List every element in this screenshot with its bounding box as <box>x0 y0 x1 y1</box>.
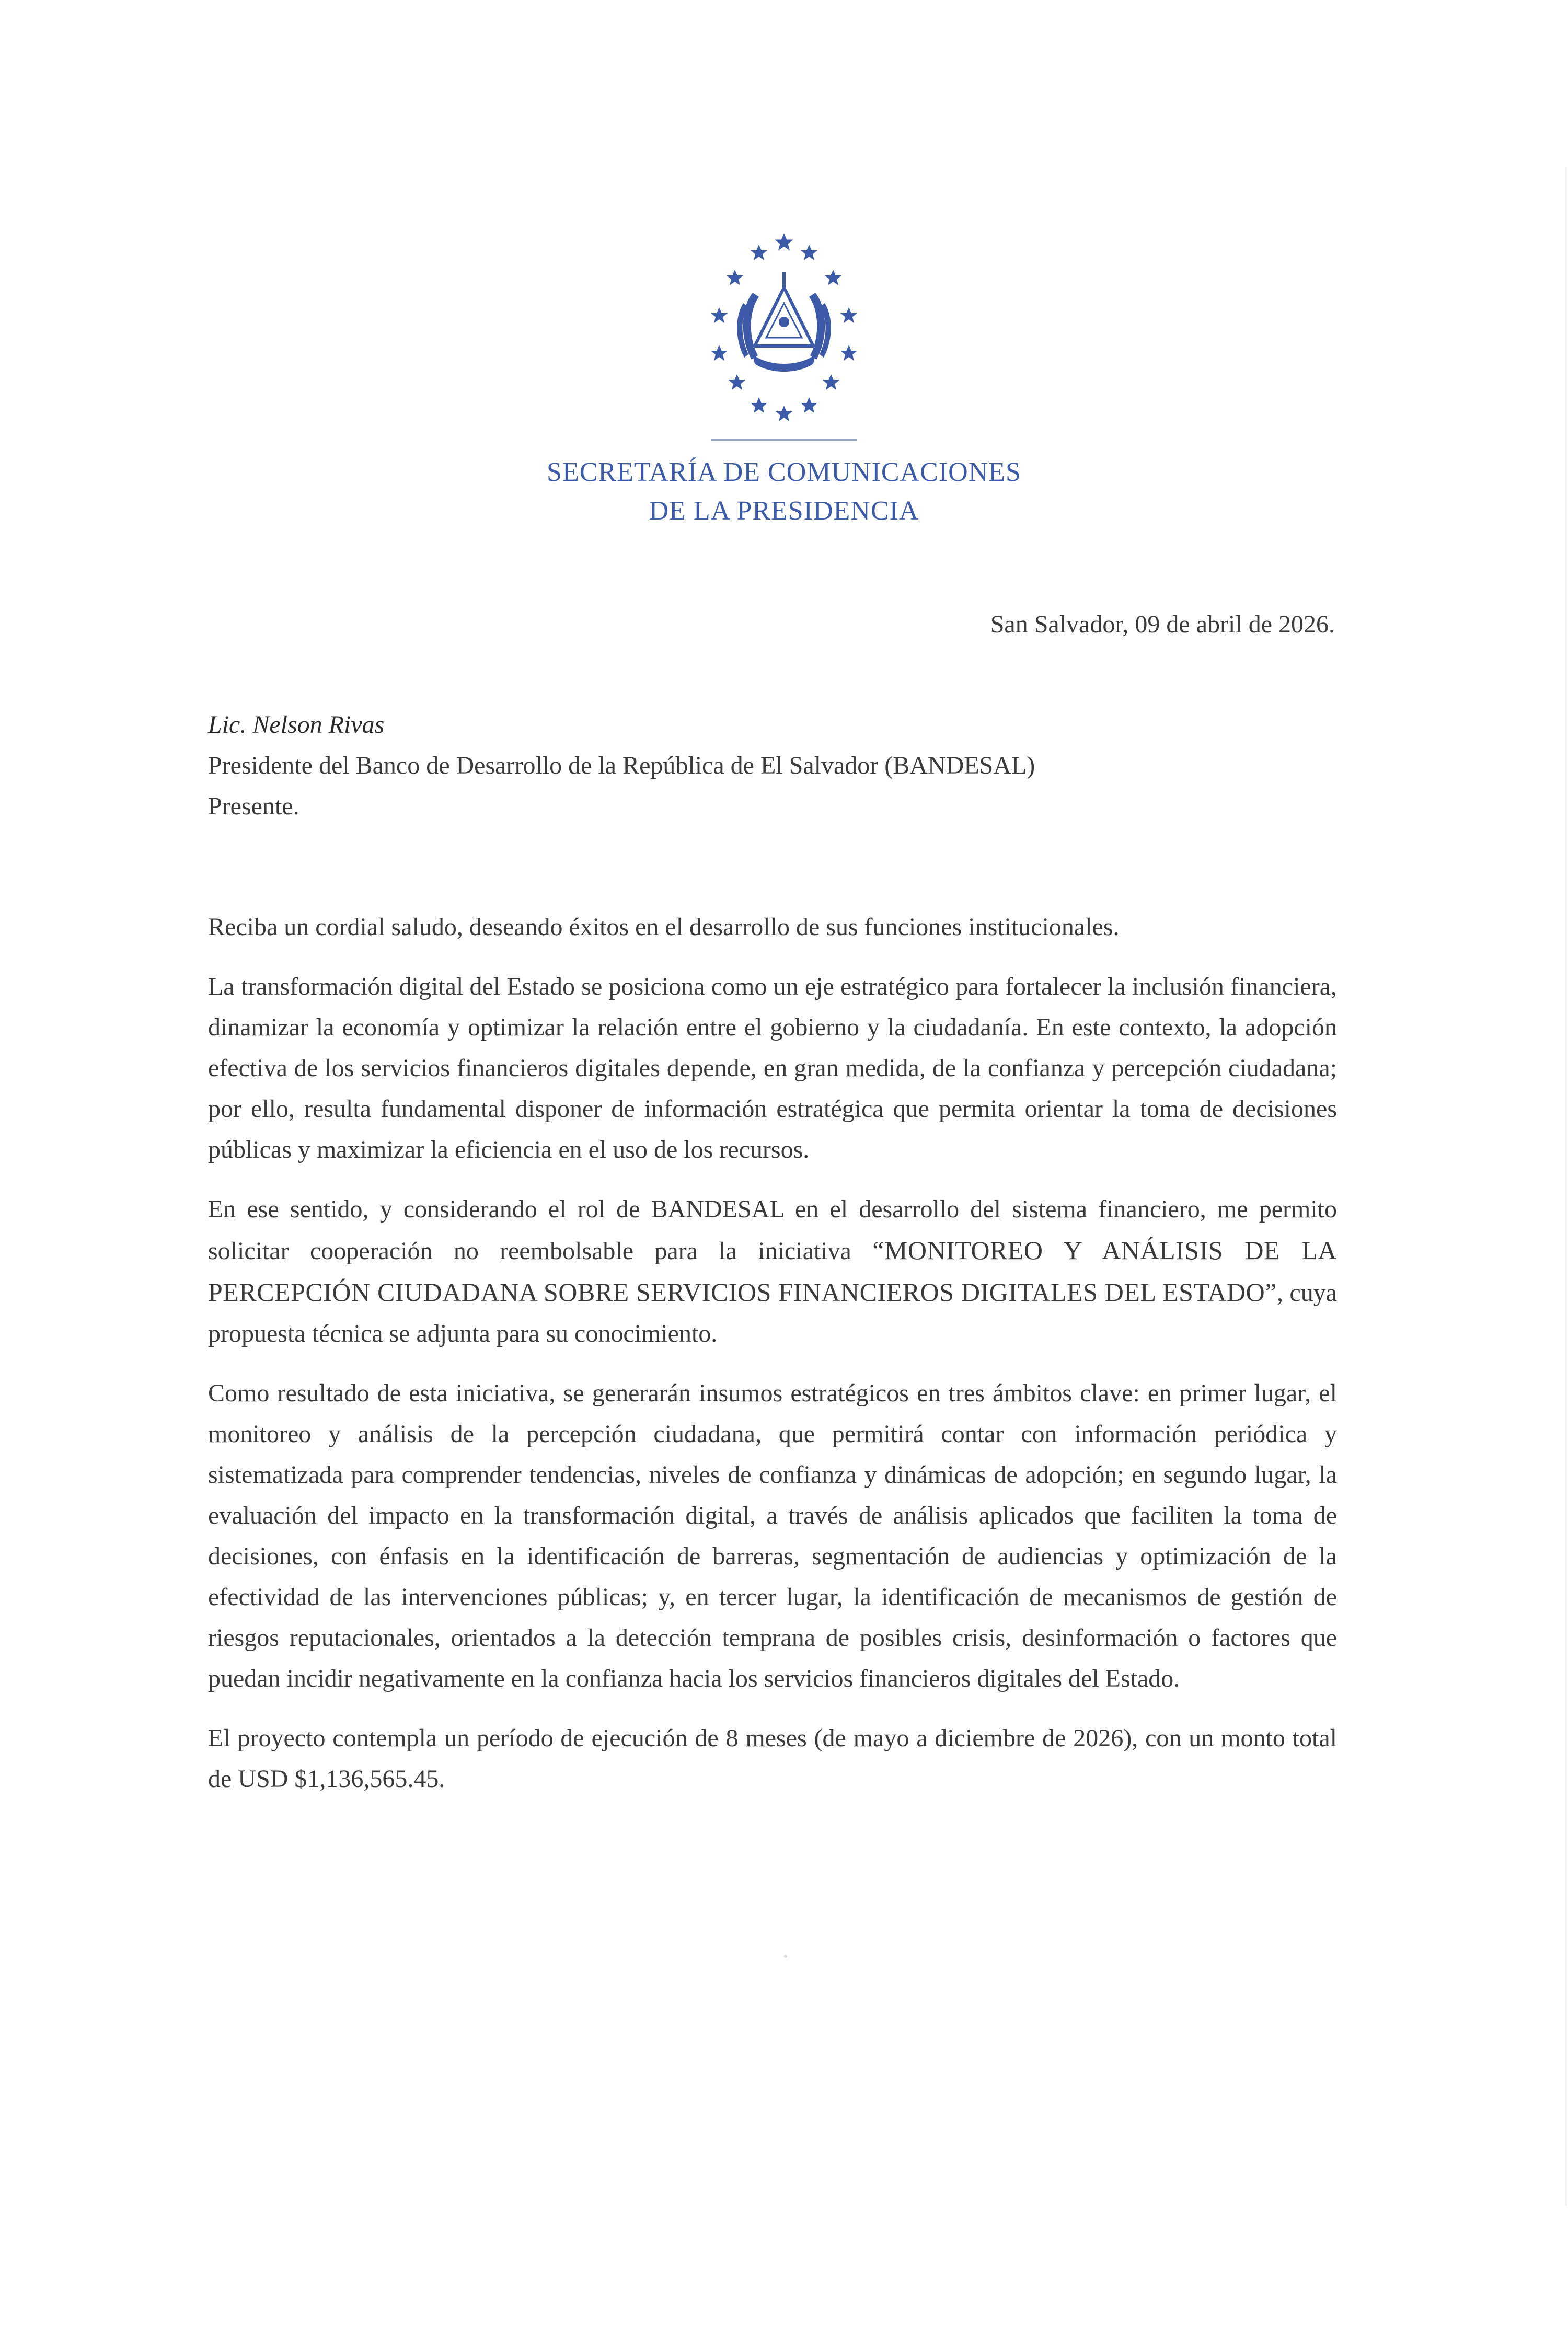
el-salvador-coat-of-arms-icon <box>690 230 878 429</box>
body-paragraph-1: La transformación digital del Estado se posiciona como un eje estratégico para fortalecer la inclusión financiera, dinamizar la economía y optimizar la relación entre el gobierno y la ciudadanía. En este contexto, la adopción efectiva de los servicios financieros digitales depende, en gran medida, de la confianza y percepción ciudadana; por ello, resulta fundamental disponer de información estratégica que permita orientar la toma de decisiones públicas y maximizar la eficiencia en el uso de los recursos. <box>208 973 1337 1163</box>
organization-name-line-2: DE LA PRESIDENCIA <box>649 496 919 526</box>
greeting-paragraph: Reciba un cordial saludo, deseando éxitos en el desarrollo de sus funciones institucionales. <box>208 913 1120 941</box>
letterhead-divider <box>711 439 857 441</box>
organization-name-line-1: SECRETARÍA DE COMUNICACIONES <box>547 457 1021 487</box>
body-paragraph-3: Como resultado de esta iniciativa, se generarán insumos estratégicos en tres ámbitos clave: en primer lugar, el monitoreo y análisis de la percepción ciudadana, que permitirá contar con información periódica y sistematizada para comprender tendencias, niveles de confianza y dinámicas de adopción; en segundo lugar, la evaluación del impacto en la transformación digital, a través de análisis aplicados que faciliten la toma de decisiones, con énfasis en la identificación de barreras, segmentación de audiencias y optimización de la efectividad de las intervenciones públicas; y, en tercer lugar, la identificación de mecanismos de gestión de riesgos reputacionales, orientados a la detección temprana de posibles crisis, desinformación o factores que puedan incidir negativamente en la confianza hacia los servicios financieros digitales del Estado. <box>208 1379 1337 1692</box>
initiative-title: “MONITOREO Y ANÁLISIS DE LA PERCEPCIÓN CIUDADANA SOBRE SERVICIOS FINANCIEROS DIGITALES DEL ESTADO” <box>208 1236 1337 1307</box>
scan-speck <box>784 1955 787 1958</box>
paragraph-2-closing: , cuya propuesta técnica se adjunta para su conocimiento. <box>208 1279 1338 1347</box>
body-paragraph-2 <box>208 1189 1337 1354</box>
organization-name <box>0 453 1568 531</box>
letter-body <box>208 907 1337 1818</box>
scan-edge-shadow <box>1565 167 1567 2206</box>
recipient-presente: Presente. <box>208 792 299 820</box>
recipient-name: Lic. Nelson Rivas <box>208 711 385 739</box>
paragraph-2-intro: En ese sentido, y considerando el rol de BANDESAL en el desarrollo del sistema financiero, me permito solicitar cooperación no reembolsable para la iniciativa <box>208 1195 1337 1265</box>
body-paragraph-4: El proyecto contempla un período de ejecución de 8 meses (de mayo a diciembre de 2026), con un monto total de USD $1,136,565.45. <box>208 1724 1337 1793</box>
recipient-block <box>208 705 1363 827</box>
date-line: San Salvador, 09 de abril de 2026. <box>990 610 1335 638</box>
letterhead <box>0 230 1568 531</box>
recipient-position: Presidente del Banco de Desarrollo de la República de El Salvador (BANDESAL) <box>208 752 1035 779</box>
